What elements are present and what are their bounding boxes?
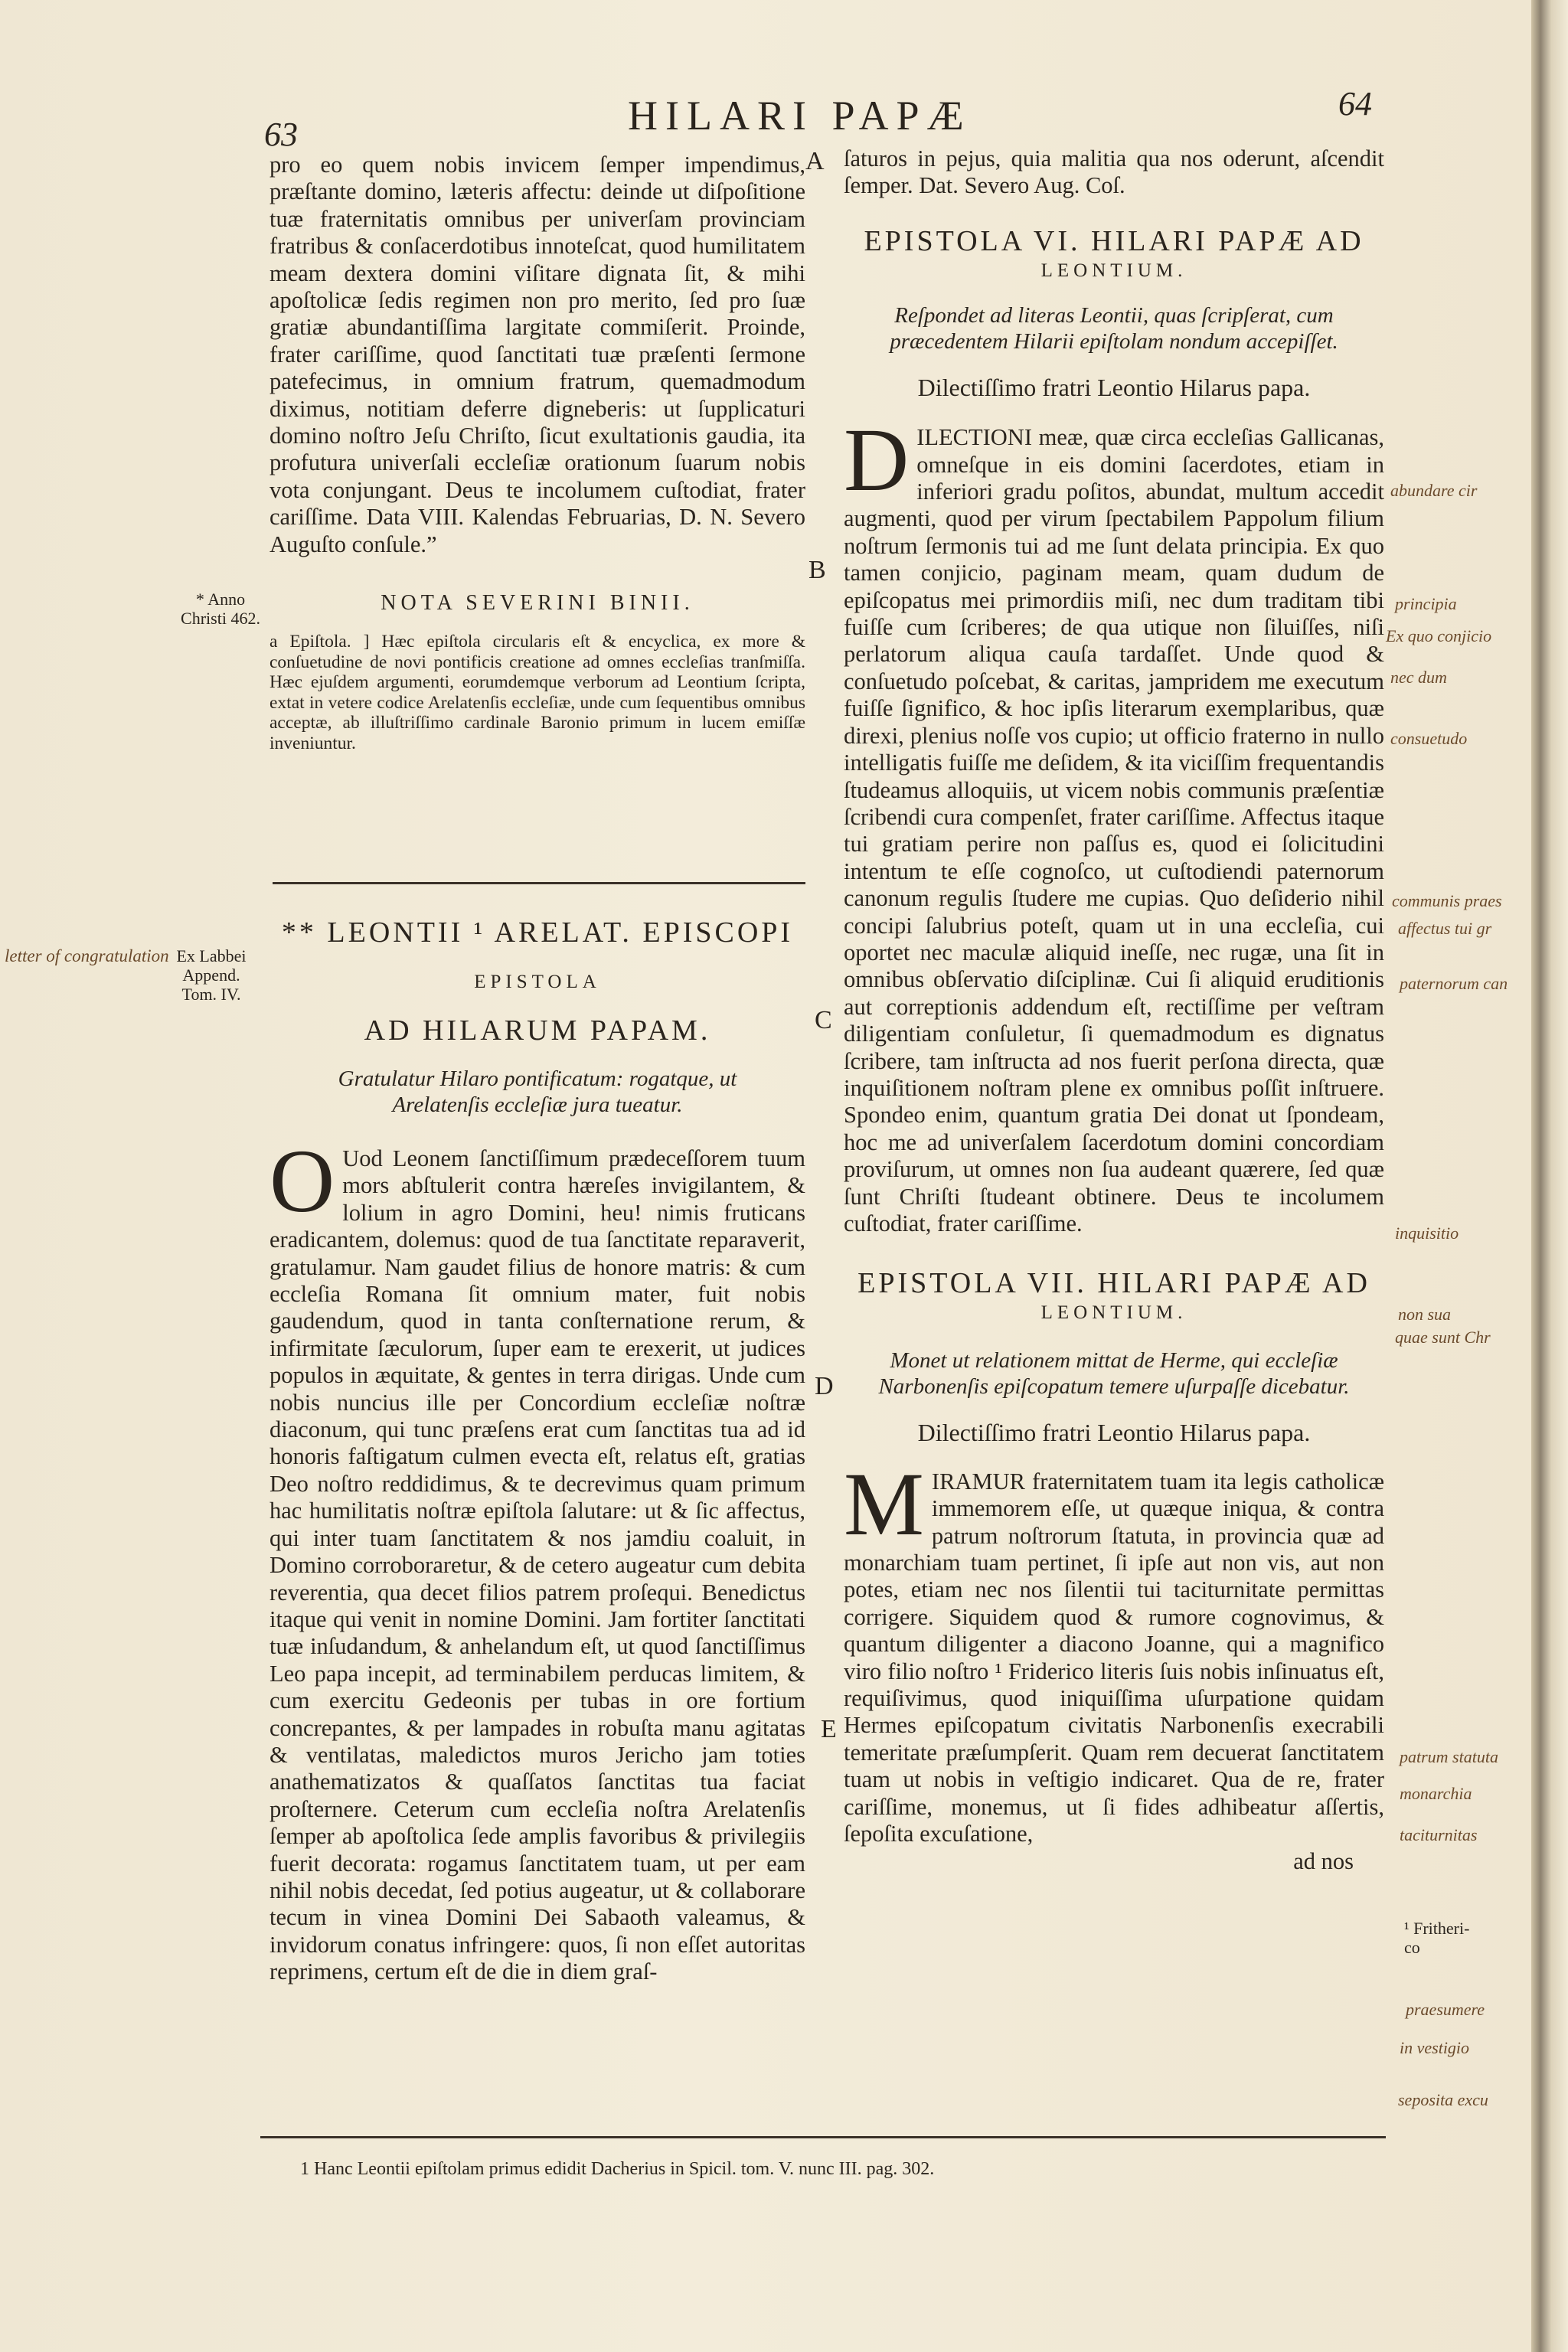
- handwritten-note-13: monarchia: [1400, 1784, 1472, 1803]
- margin-source-note: [165, 946, 257, 1004]
- handwritten-note-10: non sua: [1398, 1305, 1452, 1324]
- handwritten-note-16: in vestigio: [1400, 2038, 1470, 2057]
- margin-fritheri: ¹ Fritheri-: [1404, 1919, 1470, 1938]
- epistle-6-heading: EPISTOLA VI. HILARI PAPÆ AD: [864, 224, 1364, 257]
- leontii-text: Uod Leonem ſanctiſſimum prædeceſſorem tuum mors abſtulerit contra hæreſes invigilantem, & lolium in agro Domini, heu! nimis fruticans eradicantem, dolemus: quod de tua ſanctitate reparaverit, gratulamur. Nam gaudet filius de honore matris: & cum eccleſia Romana ſit omnium mater, fuit nobis gaudendum, quod in tanta conſternatione rerum, & infirmitate ſæculorum, ſuper eam te erexerit, ut judices populos in æquitate, & gentes in terra dirigas. Unde cum nobis nuncius ille per Concordium eccleſiæ noſtræ diaconum, qui tunc præſens erat cum ſanctitas tua ad id honoris faſtigatum culmen evecta eſt, relatus eſt, gratias Deo noſtro reddidimus, & te decrevimus quam primum hac humilitatis noſtræ epiſtola ſalutare: ut & ſic affectus, qui inter tuam ſanctitatem & nos jamdiu coaluit, in Domino corroboraretur, & de cetero augeatur cum debita reverentia, qua decet filios patrem proſequi. Benedictus itaque qui venit in nomine Domini. Jam fortiter ſanctitati tuæ inſudandum, & anhelandum eſt, ut quod ſanctiſſimus Leo papa incepit, ad terminabilem perducas limitem, & cum exercitu Gedeonis per tubas in ore fortium concrepantes, & per lampades in robuſta manu agitatas & ventilatas, maledictos muros Jericho jam toties anathematizatos & quaſſatos ſanctitas tua faciat proſternere. Ceterum cum eccleſia noſtra Arelatenſis ſemper ab apoſtolica ſede amplis favoribus & privilegiis fuerit decorata: rogamus ſanctitatem tuam, ut per eam nihil nobis decedat, ſed potius augeatur, ut & collaborare tecum in vinea Domini Dei Sabaoth valeamus, & invidorum conatus infringere: quos, ſi non eſſet autoritas reprimens, certum eſt de die in diem graſ-: [270, 1145, 805, 1985]
- epistle-6-body: [844, 410, 1384, 1237]
- epistle-7-subheading: LEONTIUM.: [1040, 1302, 1187, 1324]
- page-number-right: 64: [1338, 85, 1372, 122]
- leontii-heading-2: AD HILARUM PAPAM.: [364, 1014, 711, 1047]
- footer-rule: [260, 2136, 1386, 2138]
- margin-year-note: [175, 590, 266, 628]
- handwritten-note-17: seposita excu: [1398, 2090, 1488, 2109]
- handwritten-note-12: patrum statuta: [1400, 1747, 1498, 1766]
- nota-text: a Epiſtola. ] Hæc epiſtola circularis eſt & encyclica, ex more & conſuetudine de novi pontificis creatione ad omnes eccleſias tranſmiſſa. Hæc ejuſdem argumenti, eorumdemque verborum ad Leontium ſcripta, extat in vetere codice Arelatenſis eccleſiæ, unde cum ſequentibus omnibus acceptæ, ab illuſtriſſimo cardinale Baronio primum in lucem emiſſæ inveniuntur.: [270, 632, 805, 754]
- margin-append: Append.: [182, 965, 240, 985]
- margin-christi: Christi 462.: [181, 609, 260, 628]
- handwritten-note-3: Ex quo conjicio: [1386, 626, 1492, 645]
- left-column: [270, 152, 805, 754]
- handwritten-left-note: letter of congratulation: [5, 946, 169, 965]
- epistle-7-heading: EPISTOLA VII. HILARI PAPÆ AD: [858, 1267, 1370, 1300]
- handwritten-note-8: paternorum can: [1400, 974, 1508, 993]
- section-letter-b: B: [808, 556, 826, 584]
- section-letter-e: E: [821, 1715, 837, 1743]
- handwritten-note-5: consuetudo: [1390, 729, 1468, 748]
- right-column: [844, 145, 1384, 1875]
- book-spine: [1531, 0, 1568, 2352]
- nota-title: NOTA SEVERINI BINII.: [381, 591, 694, 616]
- epistle-6-text: ILECTIONI meæ, quæ circa eccleſias Gallicanas, omneſque in eis domini ſacerdotes, etiam in inferiori gradu poſitos, abundat, multum accedit augmenti, quod per virum ſpectabilem Pappolum filium noſtrum ſermonis tui ad me ſunt delata principia. Ex quo tamen conjicio, paginam meam, quam dudum de epiſcopatus mei primordiis miſi, nec dum traditam tibi fuiſſe cum ſcriberes; de qua utique non ſiluiſſes, niſi perlatorum aliqua cauſa tardaſſet. Unde quod & conſuetudo poſcebat, & caritas, jampridem me executum fuiſſe ſignifico, & hoc ipſis literarum exemplaribus, quæ direxi, plenius noſſe vos cupio; ut officio fraterno in nullo intelligatis fuiſſe me deſidem, & ita viciſſim frequentandis ſtudeamus alloquiis, ut vicem nobis communis præſentiæ ſcribendi cura compenſet, frater cariſſime. Affectus itaque tui gratiam perire non paſſus es, quod ei ſolicitudini intentum te eſſe cognoſco, ut cuſtodiendi paternorum canonum regulis ſtudere me cupias. Quo deſiderio nihil concipi ſalubrius poteſt, quam ut in una eccleſia, cui oportet nec maculæ aliquid ineſſe, nec rugæ, una ſit in omnibus obſervatio diſciplinæ. Cui ſi aliquid eruditionis aut correptionis addendum eſt, rectiſſime per veſtram diligentiam conſuletur, ſi quemadmodum es dignatus ſcribere, tam inſtructa ad nos fuerit perſona directa, quæ inquiſitionem noſtram plene ex omnibus poſſit inſtruere. Spondeo enim, quantum gratia Dei donat ut ſpondeam, hoc me ad univerſalem ſacerdotum domini concordiam proviſurum, ut omnes non ſua audeant quærere, ſed quæ ſunt Chriſti ſtudeant obtinere. Deus te incolumem cuſtodiat, frater cariſſime.: [844, 424, 1384, 1236]
- leontii-body: [270, 1131, 805, 1986]
- section-letter-c: C: [815, 1006, 832, 1034]
- leontii-subheading: EPISTOLA: [474, 972, 601, 992]
- left-divider-rule: [273, 882, 805, 884]
- handwritten-note-9: inquisitio: [1395, 1223, 1459, 1243]
- margin-fritherico-note: [1404, 1919, 1496, 1957]
- epistle-7-address: Dilectiſſimo fratri Leontio Hilarus papa.: [917, 1419, 1311, 1447]
- handwritten-note-2: principia: [1395, 594, 1457, 613]
- epistle-6-summary: Reſpondet ad literas Leontii, quas ſcripſerat, cum præcedentem Hilarii epiſtolam nondum accepiſſet.: [890, 302, 1338, 354]
- margin-anno: * Anno: [195, 590, 246, 609]
- epistle-7-body: [844, 1453, 1384, 1875]
- drop-cap-o: O: [270, 1131, 335, 1231]
- margin-tom: Tom. IV.: [181, 985, 241, 1004]
- epistle-5-ending: pro eo quem nobis invicem ſemper impendimus, præſtante domino, læteris affectu: deinde ut diſpoſitione tuæ fraternitatis omnibus per univerſam provinciam fratribus & conſacerdotibus innoteſcat, quod humilitatem meam dextera domini viſitare dignata ſit, & mihi apoſtolicæ ſedis regimen non pro merito, ſed pro ſuæ gratiæ abundantiſſima largitate commiſerit. Proinde, frater cariſſime, quod ſanctitati tuæ præſenti ſermone patefecimus, in omnium fratrum, quemadmodum diximus, notitiam deferre digneberis: ut ſupplicaturi domino noſtro Jeſu Chriſto, ſicut exultationis gaudia, ita profutura univerſali eccleſiæ orationum ſuarum nobis vota conjungant. Deus te incolumem cuſtodiat, frater cariſſime. Data VIII. Kalendas Februarias, D. N. Severo Auguſto conſule.”: [270, 152, 805, 557]
- leontii-ending: ſaturos in pejus, quia malitia qua nos oderunt, aſcendit ſemper. Dat. Severo Aug. Coſ.: [844, 145, 1384, 199]
- handwritten-note-6: communis praes: [1392, 891, 1502, 910]
- margin-co: co: [1404, 1938, 1420, 1957]
- leontii-heading: ** LEONTII ¹ ARELAT. EPISCOPI: [281, 916, 794, 949]
- page-number-left: 63: [264, 116, 298, 153]
- epistle-7-summary: Monet ut relationem mittat de Herme, qui eccleſiæ Narbonenſis epiſcopatum temere uſurpaſſe dicebatur.: [878, 1348, 1350, 1400]
- epistle-7-text: IRAMUR fraternitatem tuam ita legis catholicæ immemorem eſſe, ut quæque iniqua, & contra patrum noſtrorum ſtatuta, in provincia quæ ad monarchiam tuam pertinet, ſi ipſe aut non vis, aut non potes, etiam nec nos ſilentii tui taciturnitate permittas corrigere. Siquidem quod & rumore cognovimus, & quantum diligenter a diacono Joanne, qui a magnifico viro filio noſtro ¹ Friderico literis ſuis nobis inſinuatus eſt, requiſivimus, quod iniquiſſima uſurpatione quidam Hermes epiſcopatum civitatis Narbonenſis execrabili temeritate præſumpſerit. Quam rem decuerat ſanctitatem tuam ut nobis in veſtigio indicaret. Qua de re, frater cariſſime, monemus, ut ſi fides adhibeatur aſſertis, ſepoſita excuſatione,: [844, 1468, 1384, 1847]
- handwritten-note-4: nec dum: [1390, 668, 1447, 687]
- epistle-6-address: Dilectiſſimo fratri Leontio Hilarus papa.: [917, 373, 1311, 401]
- epistle-6-subheading: LEONTIUM.: [1040, 260, 1187, 281]
- section-letter-a: A: [805, 147, 825, 175]
- running-title: HILARI PAPÆ: [628, 93, 972, 139]
- leontii-summary: Gratulatur Hilaro pontificatum: rogatque, ut Arelatenſis eccleſiæ jura tueatur.: [338, 1067, 737, 1117]
- footnote: 1 Hanc Leontii epiſtolam primus edidit Dacherius in Spicil. tom. V. nunc III. pag. 302.: [300, 2159, 935, 2179]
- margin-ex-labbei: Ex Labbei: [176, 946, 247, 965]
- drop-cap-m: M: [844, 1453, 924, 1554]
- leontii-letter: [270, 916, 805, 1986]
- handwritten-note-11: quae sunt Chr: [1395, 1328, 1491, 1347]
- section-letter-d: D: [815, 1372, 834, 1400]
- handwritten-note-15: praesumere: [1406, 2000, 1485, 2019]
- catchword: ad nos: [1293, 1847, 1354, 1874]
- handwritten-note-14: taciturnitas: [1400, 1825, 1478, 1844]
- drop-cap-d: D: [844, 410, 910, 511]
- handwritten-note-7: affectus tui gr: [1398, 919, 1492, 938]
- handwritten-note-1: abundare cir: [1390, 481, 1478, 500]
